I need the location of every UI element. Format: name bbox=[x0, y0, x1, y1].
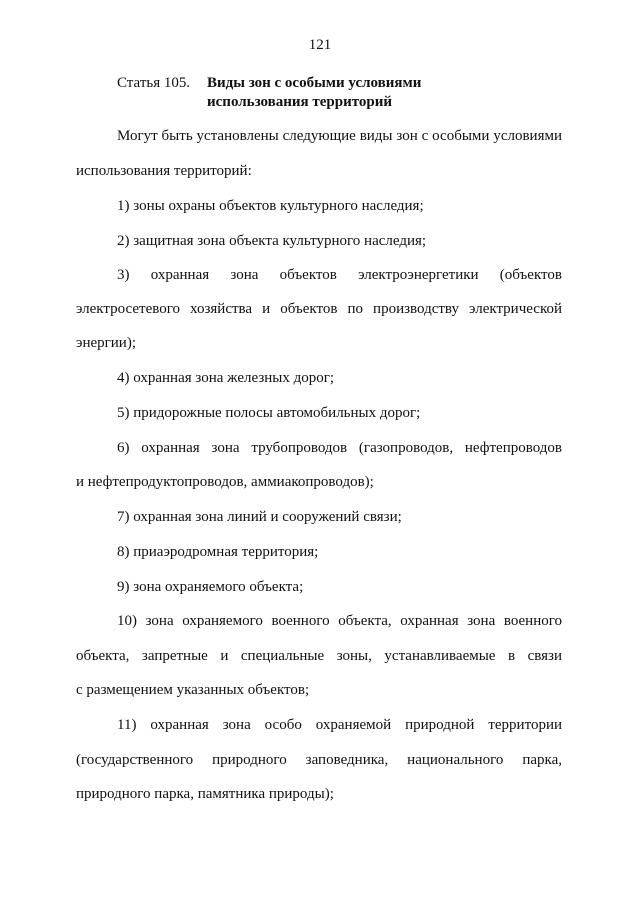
article-title: Виды зон с особыми условиями использования территорий bbox=[207, 75, 422, 110]
list-item-8: 8) приаэродромная территория; bbox=[117, 544, 319, 560]
list-item-3-line-3: энергии); bbox=[76, 335, 136, 351]
list-item-6-line-1: 6) охранная зона трубопроводов (газопроводов, нефтепроводов bbox=[117, 440, 562, 456]
list-item-11-line-3: природного парка, памятника природы); bbox=[76, 786, 334, 802]
intro-line-2: использования территорий: bbox=[76, 163, 252, 179]
list-item-10-line-1: 10) зона охраняемого военного объекта, охранная зона военного bbox=[117, 613, 562, 629]
list-item-3-line-2: электросетевого хозяйства и объектов по производству электрической bbox=[76, 301, 562, 317]
list-item-4: 4) охранная зона железных дорог; bbox=[117, 370, 335, 386]
list-item-9: 9) зона охраняемого объекта; bbox=[117, 579, 304, 595]
list-item-6-line-2: и нефтепродуктопроводов, аммиакопроводов); bbox=[76, 474, 374, 490]
list-item-11-line-2: (государственного природного заповедника, национального парка, bbox=[76, 752, 562, 768]
intro-line-1: Могут быть установлены следующие виды зон с особыми условиями bbox=[117, 128, 562, 144]
list-item-10-line-2: объекта, запретные и специальные зоны, устанавливаемые в связи bbox=[76, 648, 562, 664]
list-item-3-line-1: 3) охранная зона объектов электроэнергетики (объектов bbox=[117, 267, 562, 283]
list-item-2: 2) защитная зона объекта культурного наследия; bbox=[117, 233, 427, 249]
article-heading bbox=[117, 74, 467, 112]
list-item-10-line-3: с размещением указанных объектов; bbox=[76, 682, 310, 698]
list-item-1: 1) зоны охраны объектов культурного наследия; bbox=[117, 198, 424, 214]
list-item-5: 5) придорожные полосы автомобильных дорог; bbox=[117, 405, 421, 421]
list-item-11-line-1: 11) охранная зона особо охраняемой природной территории bbox=[117, 717, 562, 733]
article-number: Статья 105. bbox=[117, 75, 191, 91]
list-item-7: 7) охранная зона линий и сооружений связи; bbox=[117, 509, 402, 525]
page-number: 121 bbox=[308, 37, 332, 53]
